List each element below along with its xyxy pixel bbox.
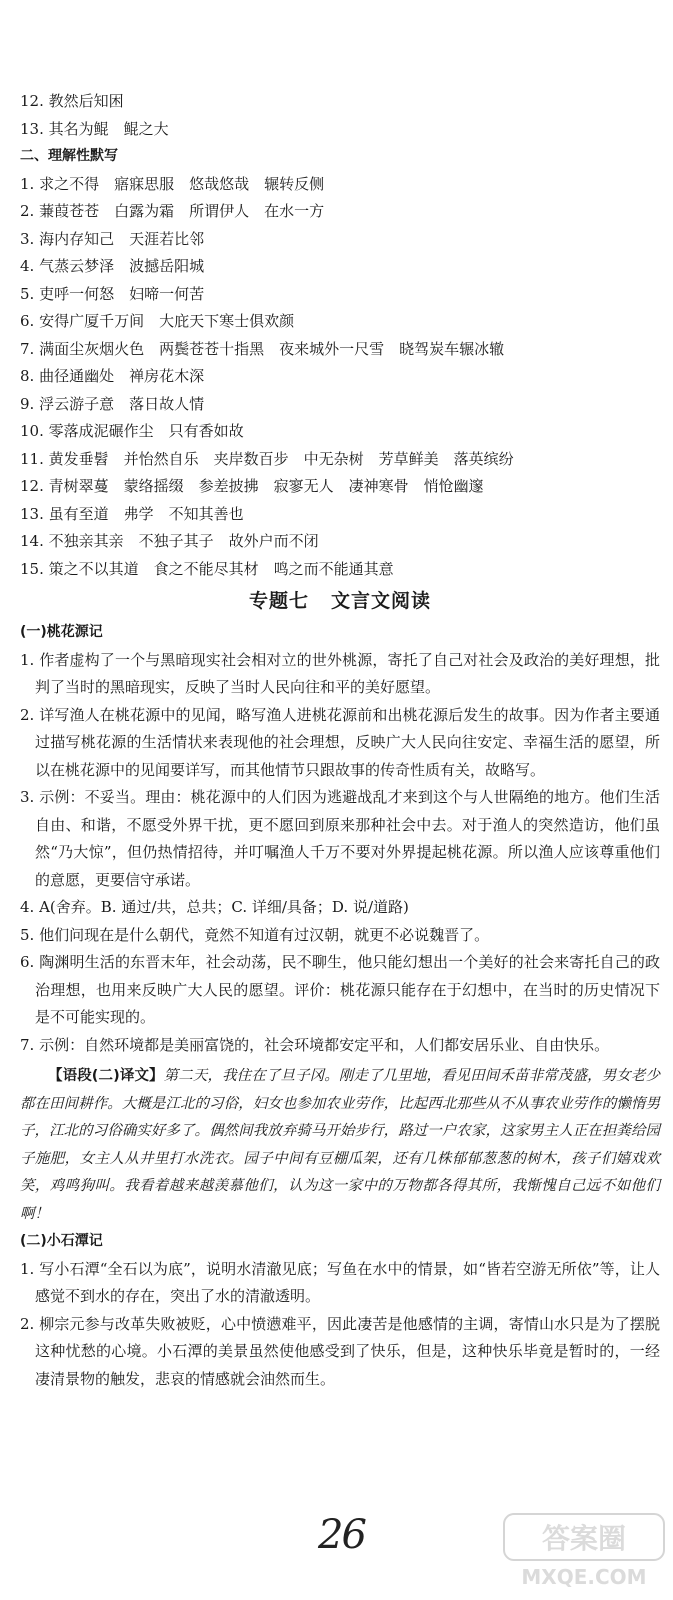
translation-label: 【语段(二)译文】: [48, 1068, 164, 1084]
watermark-logo: [500, 1510, 668, 1592]
section-heading-xiaoshitan: (二)小石潭记: [20, 1233, 103, 1249]
answer-line: 8. 曲径通幽处 禅房花木深: [20, 367, 205, 385]
section-heading-taohuayuan: (一)桃花源记: [20, 624, 103, 640]
answer-paragraph: 6. 陶渊明生活的东晋末年，社会动荡，民不聊生，他只能幻想出一个美好的社会来寄托自己的政治理想，也用来反映广大人民的愿望。评价：桃花源只能存在于幻想中，在当时的历史情况下是不可能实现的。: [20, 953, 660, 1026]
answer-line: 6. 安得广厦千万间 大庇天下寒士俱欢颜: [20, 312, 295, 330]
answer-line: 13. 虽有至道 弗学 不知其善也: [20, 504, 244, 523]
section-heading-comprehension-recitation: 二、理解性默写: [20, 148, 118, 164]
answer-line: 10. 零落成泥碾作尘 只有香如故: [20, 422, 244, 440]
answer-line: 2. 蒹葭苍苍 白露为霜 所谓伊人 在水一方: [20, 202, 325, 220]
answer-paragraph: 3. 示例：不妥当。理由：桃花源中的人们因为逃避战乱才来到这个与人世隔绝的地方。他们生活自由、和谐，不愿受外界干扰，更不愿回到原来那种社会中去。对于渔人的突然造访，他们虽然“乃大惊”，但仍热情招待，并叮嘱渔人千万不要对外界提起桃花源。所以渔人应该尊重他们的意愿，更要信守承诺。: [20, 788, 660, 889]
answer-paragraph: 5. 他们问现在是什么朝代，竟然不知道有过汉朝，就更不必说魏晋了。: [20, 925, 490, 944]
answer-paragraph: 7. 示例：自然环境都是美丽富饶的，社会环境都安定平和，人们都安居乐业、自由快乐。: [20, 1035, 610, 1054]
answer-line: 4. 气蒸云梦泽 波撼岳阳城: [20, 257, 205, 275]
answer-line: 12. 教然后知困: [20, 92, 124, 110]
comprehension-recitation-list: [20, 171, 660, 584]
answer-line: 1. 求之不得 寤寐思服 悠哉悠哉 辗转反侧: [20, 174, 325, 193]
fill-in-top-list: [20, 88, 660, 143]
watermark-logo-text: 答案圈: [541, 1522, 627, 1555]
chapter-number: 专题七: [248, 590, 309, 612]
chapter-title: [20, 583, 660, 619]
answer-paragraph: 4. A(舍弃。B. 通过/共，总共；C. 详细/具备；D. 说/道路): [20, 898, 409, 916]
answer-line: 14. 不独亲其亲 不独子其子 故外户而不闭: [20, 532, 319, 550]
answer-line: 3. 海内存知己 天涯若比邻: [20, 229, 205, 248]
translation-paragraph: [20, 1063, 660, 1228]
answer-line: 7. 满面尘灰烟火色 两鬓苍苍十指黑 夜来城外一尺雪 晓驾炭车辗冰辙: [20, 339, 505, 358]
answer-paragraph: 1. 写小石潭“全石以为底”，说明水清澈见底；写鱼在水中的情景，如“皆若空游无所依”等，让人感觉不到水的存在，突出了水的清澈透明。: [20, 1259, 660, 1305]
answer-line: 12. 青树翠蔓 蒙络摇缀 参差披拂 寂寥无人 凄神寒骨 悄怆幽邃: [20, 477, 484, 495]
answer-paragraph: 2. 柳宗元参与改革失败被贬，心中愤懑难平，因此凄苦是他感情的主调，寄情山水只是为了摆脱这种忧愁的心境。小石潭的美景虽然使他感受到了快乐，但是，这种快乐毕竟是暂时的，一经凄清景物的触发，悲哀的情感就会油然而生。: [20, 1314, 660, 1388]
page-number: 26: [318, 1512, 365, 1558]
document-page: [20, 88, 660, 1393]
chapter-name: 文言文阅读: [331, 590, 432, 612]
watermark-url: MXQE.COM: [521, 1565, 647, 1589]
xiaoshitan-answers: [20, 1256, 660, 1394]
answer-line: 15. 策之不以其道 食之不能尽其材 鸣之而不能通其意: [20, 559, 394, 578]
answer-paragraph: 2. 详写渔人在桃花源中的见闻，略写渔人进桃花源前和出桃花源后发生的故事。因为作者主要通过描写桃花源的生活情状来表现他的社会理想，反映广大人民向往安定、幸福生活的愿望，所以在桃花源中的见闻要详写，而其他情节只跟故事的传奇性质有关，故略写。: [20, 705, 660, 779]
answer-line: 9. 浮云游子意 落日故人情: [20, 394, 205, 413]
answer-line: 5. 吏呼一何怒 妇啼一何苦: [20, 284, 205, 303]
taohuayuan-answers: [20, 647, 660, 1060]
answer-line: 11. 黄发垂髫 并怡然自乐 夹岸数百步 中无杂树 芳草鲜美 落英缤纷: [20, 449, 514, 468]
translation-text: 第二天，我住在了旦子冈。刚走了几里地，看见田间禾苗非常茂盛，男女老少都在田间耕作。大概是江北的习俗，妇女也参加农业劳作，比起西北那些从不从事农业劳作的懒惰男子，江北的习俗确实好多了。偶然间我放弃骑马开始步行，路过一户农家，这家男主人正在担粪给园子施肥，女主人从井里打水洗衣。园子中间有豆棚瓜架，还有几株郁郁葱葱的树木，孩子们嬉戏欢笑，鸡鸣狗叫。我看着越来越羡慕他们，认为这一家中的万物都各得其所，我惭愧自己远不如他们啊！: [20, 1068, 660, 1222]
answer-line: 13. 其名为鲲 鲲之大: [20, 119, 169, 138]
answer-paragraph: 1. 作者虚构了一个与黑暗现实社会相对立的世外桃源，寄托了自己对社会及政治的美好理想，批判了当时的黑暗现实，反映了当时人民向往和平的美好愿望。: [20, 650, 660, 696]
